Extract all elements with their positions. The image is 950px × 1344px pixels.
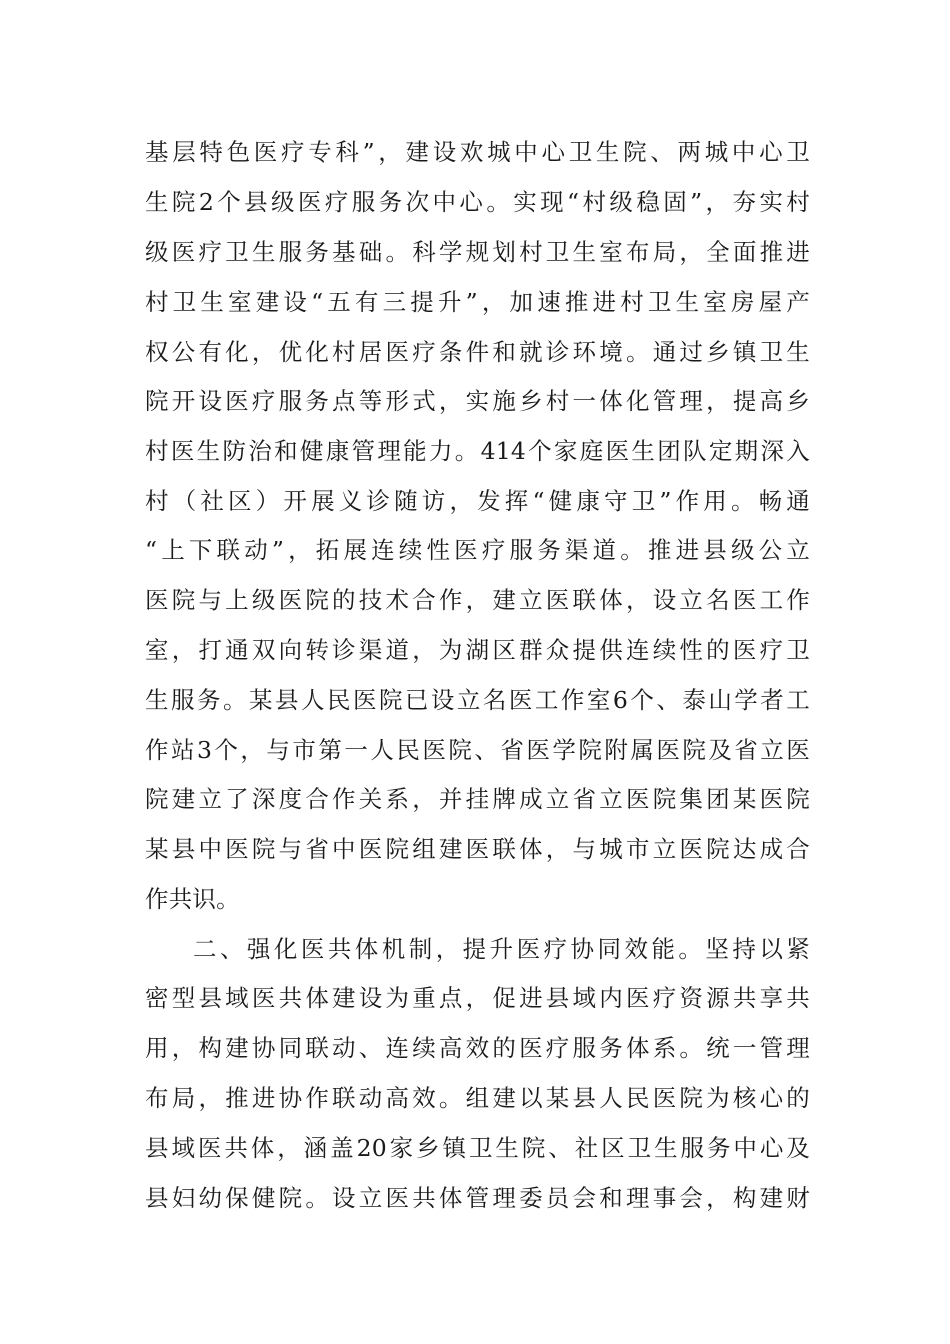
text-line: 室，打通双向转诊渠道，为湖区群众提供连续性的医疗卫	[145, 636, 810, 664]
text-line: 级医疗卫生服务基础。科学规划村卫生室布局，全面推进	[145, 238, 810, 266]
text-line: 村卫生室建设“五有三提升”，加速推进村卫生室房屋产	[145, 288, 810, 316]
text-line: 作共识。	[145, 885, 240, 913]
text-line: 村医生防治和健康管理能力。414个家庭医生团队定期深入	[145, 437, 810, 465]
text-line: 院开设医疗服务点等形式，实施乡村一体化管理，提高乡	[145, 387, 810, 415]
paragraph-heading-line: 二、强化医共体机制，提升医疗协同效能。坚持以紧	[193, 935, 810, 963]
text-line: 县域医共体，涵盖20家乡镇卫生院、社区卫生服务中心及	[145, 1134, 810, 1162]
text-line: 县妇幼保健院。设立医共体管理委员会和理事会，构建财	[145, 1184, 810, 1212]
text-line: 基层特色医疗专科”，建设欢城中心卫生院、两城中心卫	[145, 138, 810, 166]
text-line: “上下联动”，拓展连续性医疗服务渠道。推进县级公立	[145, 536, 810, 564]
text-line: 某县中医院与省中医院组建医联体，与城市立医院达成合	[145, 835, 810, 863]
text-line: 作站3个，与市第一人民医院、省医学院附属医院及省立医	[145, 736, 810, 764]
text-line: 村（社区）开展义诊随访，发挥“健康守卫”作用。畅通	[145, 487, 810, 515]
text-line: 医院与上级医院的技术合作，建立医联体，设立名医工作	[145, 586, 810, 614]
text-line: 院建立了深度合作关系，并挂牌成立省立医院集团某医院	[145, 785, 810, 813]
text-line: 用，构建协同联动、连续高效的医疗服务体系。统一管理	[145, 1034, 810, 1062]
text-line: 生院2个县级医疗服务次中心。实现“村级稳固”，夯实村	[145, 188, 810, 216]
text-line: 生服务。某县人民医院已设立名医工作室6个、泰山学者工	[145, 686, 810, 714]
text-line: 权公有化，优化村居医疗条件和就诊环境。通过乡镇卫生	[145, 338, 810, 366]
text-line: 布局，推进协作联动高效。组建以某县人民医院为核心的	[145, 1084, 810, 1112]
text-line: 密型县域医共体建设为重点，促进县域内医疗资源共享共	[145, 984, 810, 1012]
